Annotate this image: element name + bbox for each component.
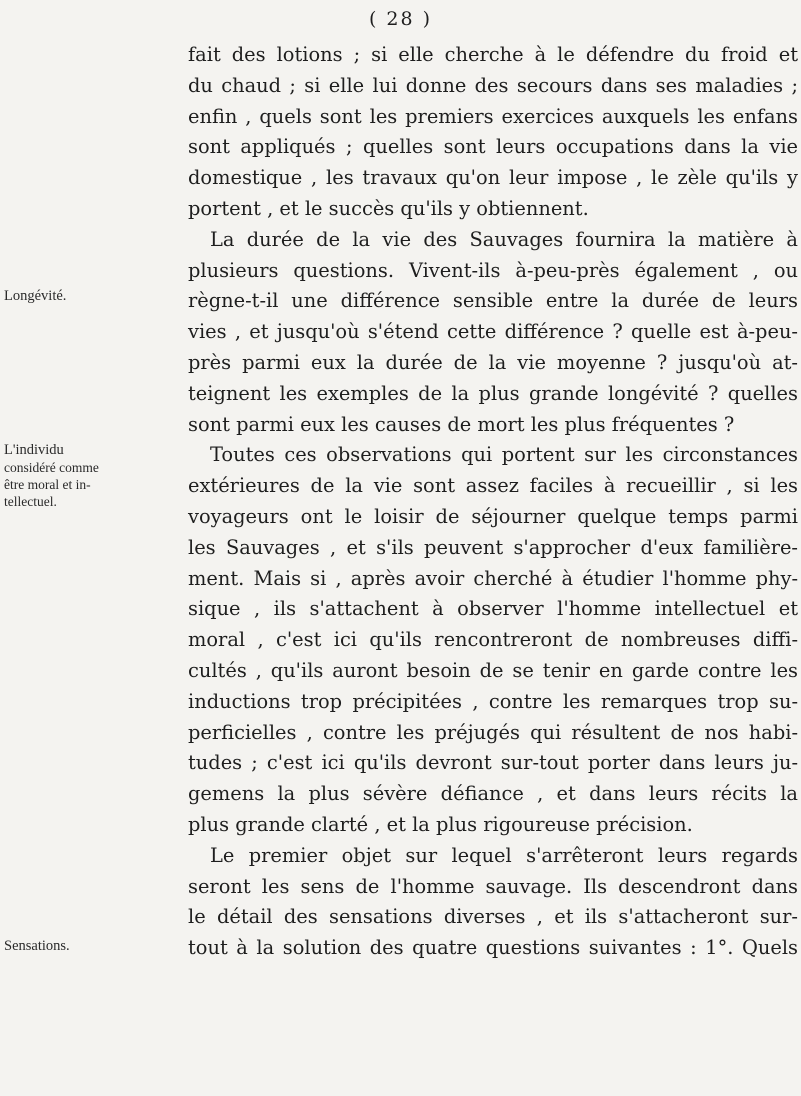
- text-line: domestique , les travaux qu'on leur impose , le zèle qu'ils y: [188, 166, 798, 190]
- page-number: ( 28 ): [368, 8, 433, 30]
- text-line: vies , et jusqu'où s'étend cette différence ? quelle est à-peu-: [188, 320, 798, 344]
- text-line: tudes ; c'est ici qu'ils devront sur-tout porter dans leurs ju-: [188, 751, 798, 775]
- text-line: extérieures de la vie sont assez faciles à recueillir , si les: [188, 474, 798, 498]
- text-line: cultés , qu'ils auront besoin de se tenir en garde contre les: [188, 658, 798, 682]
- margin-note-individu: [4, 442, 182, 510]
- margin-note-individu-line: être moral et in-: [4, 477, 91, 492]
- text-line: les Sauvages , et s'ils peuvent s'approcher d'eux familière-: [188, 535, 798, 559]
- text-line: Le premier objet sur lequel s'arrêteront leurs regards: [210, 843, 798, 867]
- text-line: voyageurs ont le loisir de séjourner quelque temps parmi: [188, 504, 798, 528]
- text-line: règne-t-il une différence sensible entre la durée de leurs: [188, 289, 798, 313]
- text-line: Toutes ces observations qui portent sur les circonstances: [210, 443, 798, 467]
- margin-note-individu-line: L'individu: [4, 442, 64, 458]
- text-line: portent , et le succès qu'ils y obtiennent.: [188, 196, 589, 220]
- text-line: perficielles , contre les préjugés qui résultent de nos habi-: [188, 720, 798, 744]
- body-text: [188, 40, 798, 964]
- text-line: seront les sens de l'homme sauvage. Ils descendront dans: [188, 874, 798, 898]
- text-line: moral , c'est ici qu'ils rencontreront de nombreuses diffi-: [188, 628, 798, 652]
- text-line: plus grande clarté , et la plus rigoureuse précision.: [188, 812, 693, 836]
- margin-note-sensations: Sensations.: [4, 938, 70, 954]
- text-line: sont parmi eux les causes de mort les plus fréquentes ?: [188, 412, 735, 436]
- text-line: gemens la plus sévère défiance , et dans leurs récits la: [188, 782, 798, 806]
- margin-note-longevite: Longévité.: [4, 288, 67, 304]
- text-line: près parmi eux la durée de la vie moyenne ? jusqu'où at-: [188, 350, 798, 374]
- text-line: enfin , quels sont les premiers exercices auxquels les enfans: [188, 104, 798, 128]
- text-line: La durée de la vie des Sauvages fournira la matière à: [210, 227, 798, 251]
- text-line: inductions trop précipitées , contre les remarques trop su-: [188, 689, 798, 713]
- text-line: plusieurs questions. Vivent-ils à-peu-près également , ou: [188, 258, 798, 282]
- text-line: le détail des sensations diverses , et ils s'attacheront sur-: [188, 905, 798, 929]
- text-line: tout à la solution des quatre questions suivantes : 1°. Quels: [188, 936, 798, 960]
- text-line: teignent les exemples de la plus grande longévité ? quelles: [188, 381, 798, 405]
- text-line: sont appliqués ; quelles sont leurs occupations dans la vie: [188, 135, 798, 159]
- text-line: sique , ils s'attachent à observer l'homme intellectuel et: [188, 597, 798, 621]
- text-line: ment. Mais si , après avoir cherché à étudier l'homme phy-: [188, 566, 798, 590]
- text-line: fait des lotions ; si elle cherche à le défendre du froid et: [188, 43, 798, 66]
- margin-note-individu-line: considéré comme: [4, 460, 99, 475]
- margin-note-individu-line: tellectuel.: [4, 494, 57, 509]
- text-line: du chaud ; si elle lui donne des secours dans ses maladies ;: [188, 73, 798, 97]
